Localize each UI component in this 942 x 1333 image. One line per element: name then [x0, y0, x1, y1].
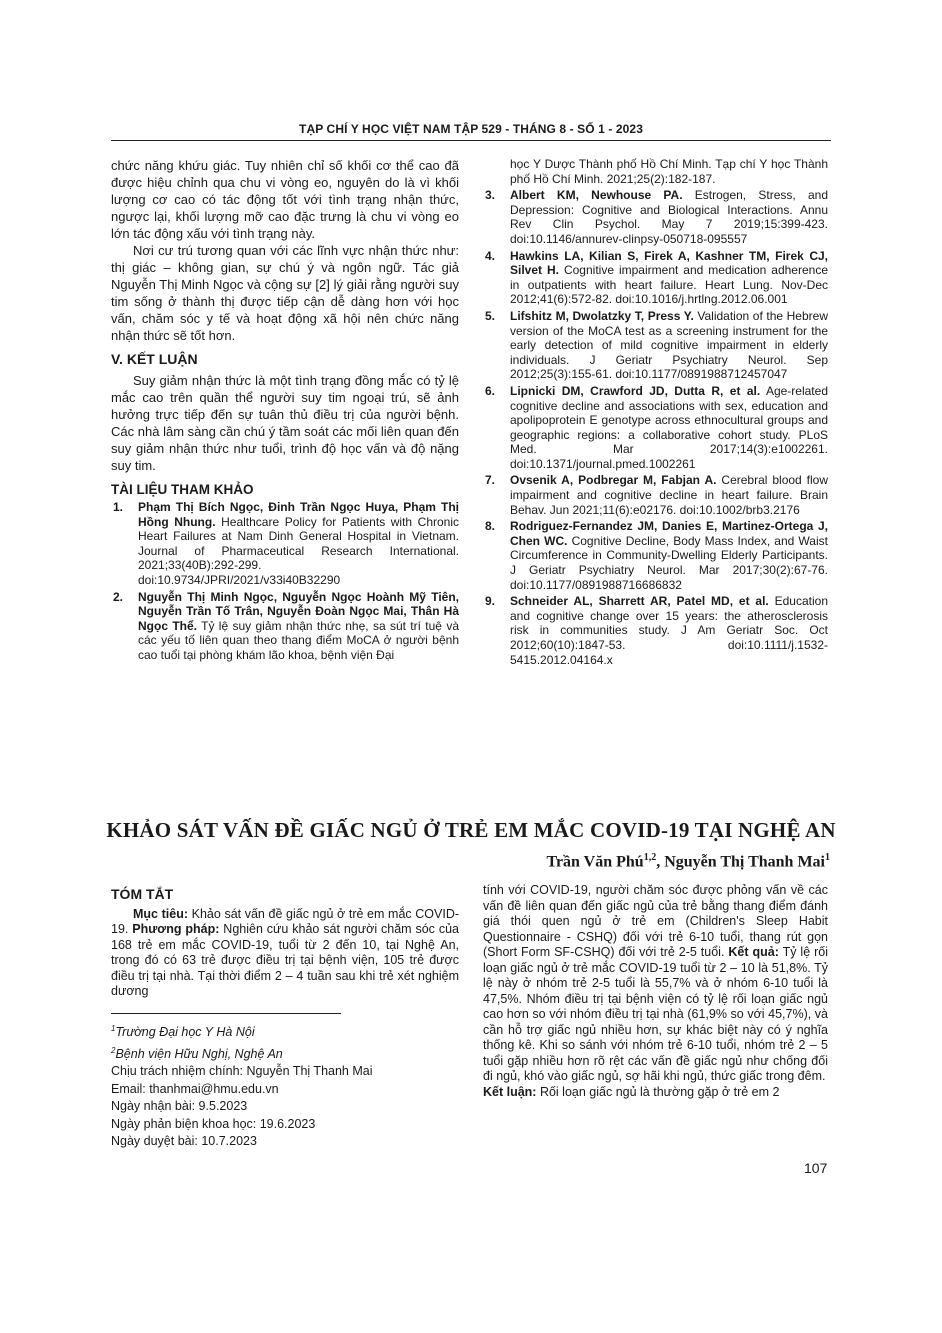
date-received: Ngày nhận bài: 9.5.2023: [111, 1099, 248, 1114]
affiliation-1: $^1$Trường Đại học Y Hà Nội: [111, 1024, 255, 1040]
right-column: [483, 157, 828, 669]
email: Email: thanhmai@hmu.edu.vn: [111, 1081, 279, 1096]
reference-text: Education and cognitive change over 15 years: the atherosclerosis risk in communities study. J Am Geriatr Soc. Oct 2012;60(10):1847-53. doi:10.1111/j.1532-5415.2012.04164.x: [510, 594, 828, 667]
reference-item: 3. Albert KM, Newhouse PA. Estrogen, Stress, and Depression: Cognitive and Biological Interactions. Annu Rev Clin Psychol. May 7 2019;15:399-423. doi:10.1146/annurev-clinpsy-050718-095557: [485, 188, 828, 246]
reference-item: 2. Nguyễn Thị Minh Ngọc, Nguyễn Ngọc Hoành Mỹ Tiên, Nguyễn Trần Tố Trân, Nguyễn Đoàn Ngọc Mai, Thân Hà Ngọc Thể. Tỷ lệ suy giảm nhận thức nhẹ, sa sút trí tuệ và các yếu tố liên quan theo thang điểm MoCA ở người bệnh cao tuổi tại phòng khám lão khoa, bệnh viện Đại: [113, 589, 459, 662]
author-name: Nguyễn Thị Thanh Mai: [664, 853, 825, 871]
abstract-paragraph: Mục tiêu: Khảo sát vấn đề giấc ngủ ở trẻ em mắc COVID-19. Phương pháp: Nghiên cứu khảo sát người chăm sóc của 168 trẻ em mắc COVID-19, tuổi từ 2 đến 10, tại Nghệ An, trong đó có 63 trẻ được điều trị tại bệnh viện, 105 trẻ được điều trị tại nhà. Tại thời điểm 2 – 4 tuần sau khi trẻ xét nghiệm dương: [111, 906, 460, 998]
reference-text: Age-related cognitive decline and associations with sex, education and apolipoprotein E genotype across ethnocultural groups and geographic regions: a collaborative cohort study. PLoS Med. Mar 2017;14(3):e1002261. doi:10.1371/journal.pmed.1002261: [510, 383, 828, 471]
reference-item: 6. Lipnicki DM, Crawford JD, Dutta R, et al. Age-related cognitive decline and associations with sex, education and apolipoprotein E genotype across ethnocultural groups and geographic regions: a collaborative cohort study. PLoS Med. Mar 2017;14(3):e1002261. doi:10.1371/journal.pmed.1002261: [485, 383, 828, 471]
reference-authors: Lifshitz M, Dwolatzky T, Press Y.: [510, 308, 694, 323]
author-name: Trần Văn Phú: [546, 853, 644, 871]
reference-text: Cognitive Decline, Body Mass Index, and Waist Circumference in Community-Dwelling Elderly Participants. J Geriatr Psychiatry Neurol. Mar 2017;30(2):67-76. doi:10.1177/0891988716686832: [510, 533, 828, 592]
reference-text: Cerebral blood flow impairment and cognitive decline in heart failure. Brain Behav. Jun 2021;11(6):e02176. doi:10.1002/brb3.2176: [510, 473, 828, 517]
reference-authors: Nguyễn Thị Minh Ngọc, Nguyễn Ngọc Hoành Mỹ Tiên, Nguyễn Trần Tố Trân, Nguyễn Đoàn Ngọc Mai, Thân Hà Ngọc Thể.: [138, 589, 459, 633]
page-number: 107: [804, 1160, 828, 1176]
affiliation-marker: 1,2: [643, 852, 657, 863]
article-authors: [546, 852, 830, 871]
author-separator: ,: [656, 853, 665, 871]
reference-authors: Rodriguez-Fernandez JM, Danies E, Martinez-Ortega J, Chen WC.: [510, 519, 828, 548]
affiliation-marker: 1: [825, 852, 830, 863]
reference-text: Estrogen, Stress, and Depression: Cognitive and Biological Interactions. Annu Rev Clin Psychol. May 7 2019;15:399-423. doi:10.1146/annurev-clinpsy-050718-095557: [510, 188, 828, 246]
corresponding-author: Chịu trách nhiệm chính: Nguyễn Thị Thanh Mai: [111, 1064, 373, 1079]
reference-item: 4. Hawkins LA, Kilian S, Firek A, Kashner TM, Firek CJ, Silvet H. Cognitive impairment and medication adherence in outpatients with heart failure. Heart Lung. Nov-Dec 2012;41(6):572-82. doi:10.1016/j.hrtlng.2012.06.001: [485, 248, 829, 307]
abstract-left: [111, 887, 459, 1000]
keyword-result: Kết quả:: [728, 945, 779, 959]
body-paragraph: Nơi cư trú tương quan với các lĩnh vực nhận thức như: thị giác – không gian, sự chú ý và ngôn ngữ. Tác giả Nguyễn Thị Minh Ngọc và cộng sự [2] lý giải rằng người suy tim sống ở thành thị được tiếp cận dễ dàng hơn với học vấn, chăm sóc y tế và hoạt động xã hội nên chức năng nhận thức sẽ tốt hơn.: [111, 243, 459, 343]
footnotes: [111, 1020, 411, 1151]
affiliation-2: $^2$Bệnh viện Hữu Nghị, Nghệ An: [111, 1045, 283, 1061]
reference-list: [483, 157, 828, 667]
reference-text: Tỷ lệ suy giảm nhận thức nhẹ, sa sút trí tuệ và các yếu tố liên quan theo thang điểm MoCA ở người bệnh cao tuổi tại phòng khám lão khoa, bệnh viện Đại: [138, 618, 459, 662]
reference-authors: Hawkins LA, Kilian S, Firek A, Kashner TM, Firek CJ, Silvet H.: [510, 248, 828, 278]
abstract-right: [483, 883, 828, 1100]
section-heading-conclusion: V. KẾT LUẬN: [111, 351, 198, 367]
reference-item: 1. Phạm Thị Bích Ngọc, Đinh Trần Ngọc Huya, Phạm Thị Hồng Nhung. Healthcare Policy for Patients with Chronic Heart Failures at Nam Dinh General Hospital in Vietnam. Journal of Pharmaceutical Research International. 2021;33(40B):292-299. doi:10.9734/JPRI/2021/v33i40B32290: [113, 500, 459, 587]
keyword-method: Phương pháp:: [132, 922, 220, 936]
reference-text: Validation of the Hebrew version of the MoCA test as a screening instrument for the early detection of mild cognitive impairment in elderly individuals. J Geriatr Psychiatry Neurol. Sep 2012;25(3):155-61. doi:10.1177/0891988712457047: [510, 308, 828, 382]
reference-authors: Phạm Thị Bích Ngọc, Đinh Trần Ngọc Huya, Phạm Thị Hồng Nhung.: [138, 500, 459, 529]
reference-item: 5. Lifshitz M, Dwolatzky T, Press Y. Validation of the Hebrew version of the MoCA test as a screening instrument for the early detection of mild cognitive impairment in elderly individuals. J Geriatr Psychiatry Neurol. Sep 2012;25(3):155-61. doi:10.1177/0891988712457047: [485, 308, 828, 382]
reference-text: học Y Dược Thành phố Hồ Chí Minh. Tạp chí Y học Thành phố Hồ Chí Minh. 2021;25(2):182-187.: [510, 157, 828, 186]
reference-item: 8. Rodriguez-Fernandez JM, Danies E, Martinez-Ortega J, Chen WC. Cognitive Decline, Body Mass Index, and Waist Circumference in Community-Dwelling Elderly Participants. J Geriatr Psychiatry Neurol. Mar 2017;30(2):67-76. doi:10.1177/0891988716686832: [485, 519, 828, 592]
left-column: [111, 157, 459, 665]
reference-text: Healthcare Policy for Patients with Chronic Heart Failures at Nam Dinh General Hospital in Vietnam. Journal of Pharmaceutical Research International. 2021;33(40B):292-299. doi:10.9734/JPRI/2021/v33i40B32290: [138, 514, 459, 587]
reference-authors: Ovsenik A, Podbregar M, Fabjan A.: [510, 473, 717, 488]
reference-text: Cognitive impairment and medication adherence in outpatients with heart failure. Heart Lung. Nov-Dec 2012;41(6):572-82. doi:10.1016/j.hrtlng.2012.06.001: [510, 263, 829, 307]
reference-list: [111, 500, 459, 663]
reference-item: [483, 157, 828, 186]
body-paragraph: Suy giảm nhận thức là một tình trạng đồng mắc có tỷ lệ mắc cao trên quần thể người suy tim ngoại trú, sẽ ảnh hưởng trực tiếp đến sự tuân thủ điều trị của người bệnh. Các nhà lâm sàng cần chú ý tầm soát các mối liên quan đến suy giảm nhận thức như tuổi, trình độ học vấn và độ nặng suy tim.: [111, 373, 459, 473]
references-heading: TÀI LIỆU THAM KHẢO: [111, 482, 254, 497]
keyword-objective: Mục tiêu:: [133, 906, 189, 921]
reference-item: 7. Ovsenik A, Podbregar M, Fabjan A. Cerebral blood flow impairment and cognitive decline in heart failure. Brain Behav. Jun 2021;11(6):e02176. doi:10.1002/brb3.2176: [485, 473, 828, 517]
date-reviewed: Ngày phản biện khoa học: 19.6.2023: [111, 1116, 316, 1131]
reference-authors: Lipnicki DM, Crawford JD, Dutta R, et al.: [510, 383, 761, 398]
keyword-conclusion: Kết luận:: [483, 1084, 537, 1099]
abstract-paragraph: tính với COVID-19, người chăm sóc được phỏng vấn về các vấn đề liên quan đến giấc ngủ của trẻ bằng thang điểm đánh giá thói quen ngủ ở trẻ em (Children's Sleep Habit Questionnaire - CSHQ) đối với trẻ 6-10 tuổi, thang rút gọn (Short Form SF-CSHQ) đối với trẻ 2-5 tuổi. Kết quả: Tỷ lệ rối loạn giấc ngủ ở trẻ mắc COVID-19 tuổi từ 2 – 10 là 51,8%. Tỷ lệ này ở nhóm trẻ 2-5 tuổi là 55,7% và ở nhóm 6-10 tuổi là 47,5%. Nhóm điều trị tại bệnh viện có tỷ lệ rối loạn giấc ngủ cao hơn so với nhóm điều trị tại nhà (61,9% so với 45,7%), và cần hỗ trợ giấc ngủ nhiều hơn, sự khác biệt này có ý nghĩa thống kê. Khi so sánh với nhóm trẻ 6-10 tuổi, nhóm trẻ 2 – 5 tuổi gặp nhiều hơn rõ rệt các vấn đề giấc ngủ như chống đối đi ngủ, khó vào giấc ngủ, sợ hãi khi ngủ, thức giấc trong đêm.: [483, 883, 828, 1083]
abstract-paragraph: Kết luận: Rối loạn giấc ngủ là thường gặp ở trẻ em 2: [483, 1084, 780, 1099]
abstract-heading: TÓM TẮT: [111, 886, 174, 902]
reference-item: 9. Schneider AL, Sharrett AR, Patel MD, et al. Education and cognitive change over 15 years: the atherosclerosis risk in communities study. J Am Geriatr Soc. Oct 2012;60(10):1847-53. doi:10.1111/j.1532-5415.2012.04164.x: [485, 594, 828, 667]
header-rule: [111, 140, 831, 141]
body-paragraph: chức năng khứu giác. Tuy nhiên chỉ số khối cơ thể cao đã được hiệu chỉnh qua chu vi vòng eo, nguyên do là vì khối lượng cơ cao có tác động tốt với tình trạng nhận thức, ngược lại, khối lượng mỡ cao đặc trưng là chu vi vòng eo lớn tác động xấu với tình trạng này.: [111, 158, 459, 241]
footnote-rule: [111, 1013, 341, 1014]
reference-authors: Schneider AL, Sharrett AR, Patel MD, et al.: [510, 594, 769, 609]
journal-header: TẠP CHÍ Y HỌC VIỆT NAM TẬP 529 - THÁNG 8 - SỐ 1 - 2023: [299, 122, 643, 136]
article-title: KHẢO SÁT VẤN ĐỀ GIẤC NGỦ Ở TRẺ EM MẮC COVID-19 TẠI NGHỆ AN: [106, 818, 836, 842]
date-accepted: Ngày duyệt bài: 10.7.2023: [111, 1134, 257, 1149]
reference-authors: Albert KM, Newhouse PA.: [510, 188, 683, 203]
